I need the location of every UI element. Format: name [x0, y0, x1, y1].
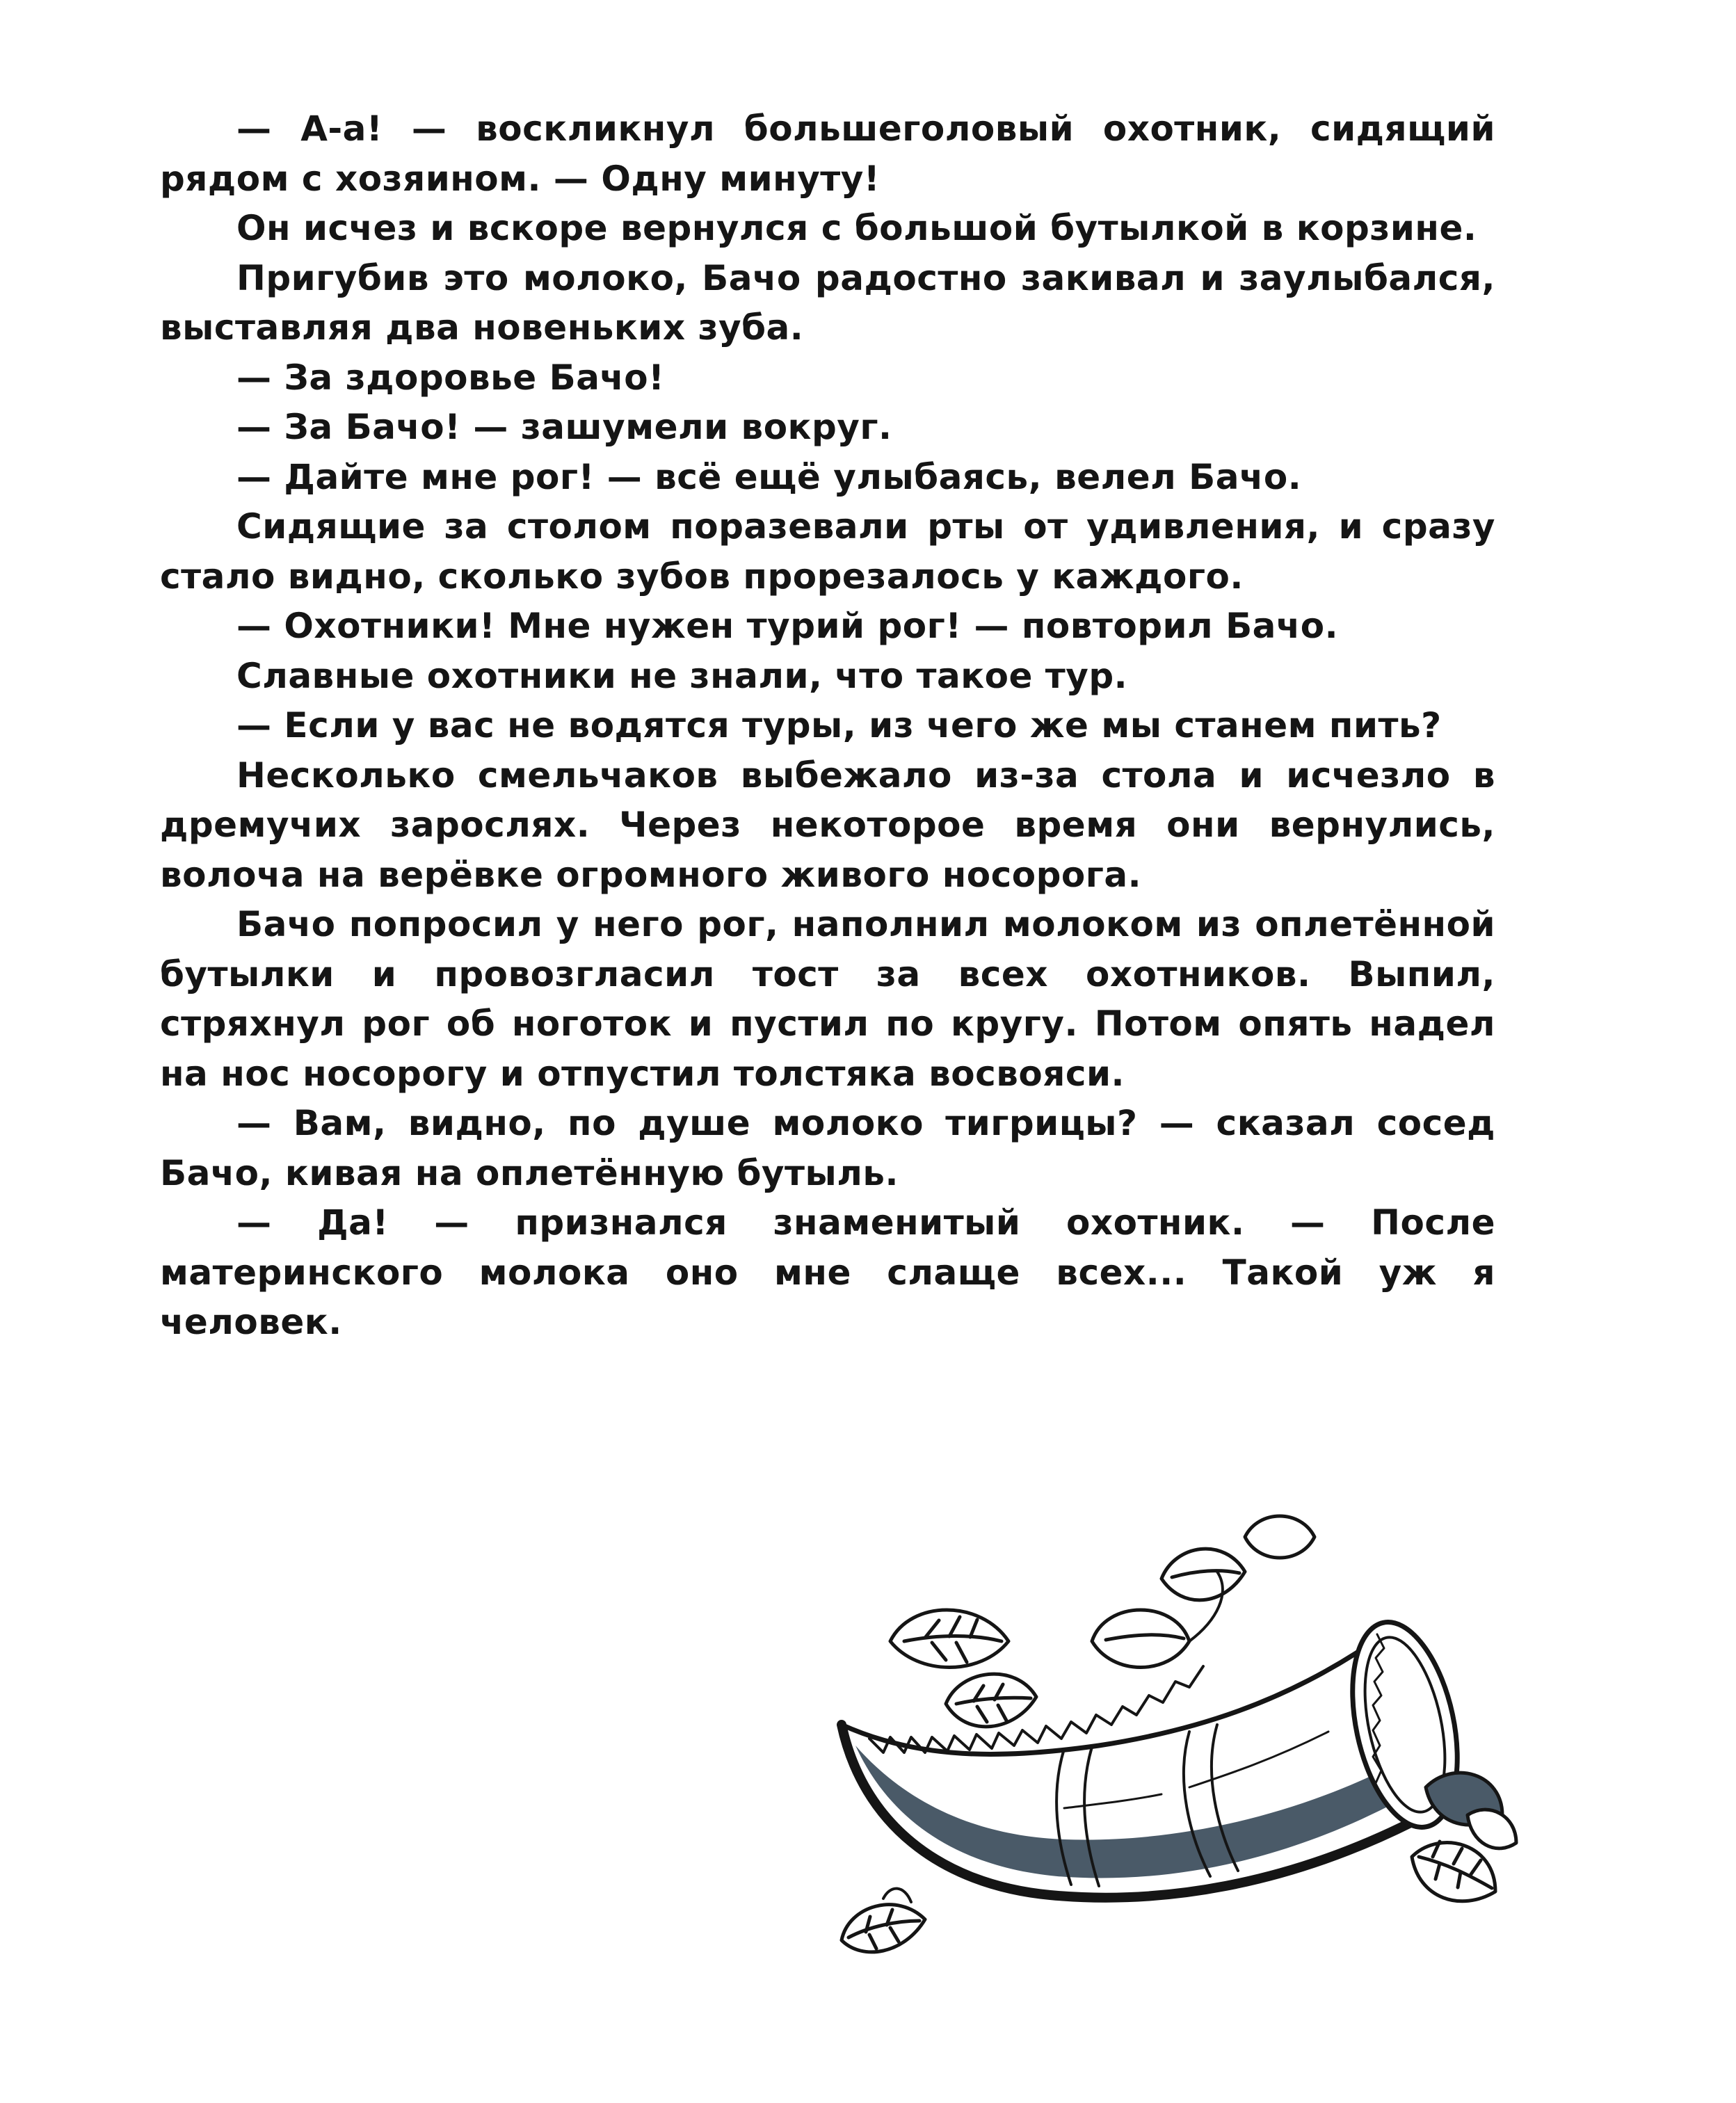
paragraph-6: — Дайте мне рог! — всё ещё улыбаясь, велел Бачо.: [236, 456, 1302, 497]
drinking-horn-with-leaves-icon: [800, 1495, 1530, 1982]
story-text: [160, 104, 1495, 1348]
paragraph-10: — Если у вас не водятся туры, из чего же мы станем пить?: [236, 705, 1442, 746]
paragraph-13: — Вам, видно, по душе молоко тигрицы? — сказал сосед Бачо, кивая на оплетённую бутыль.: [160, 1103, 1495, 1193]
paragraph-8: — Охотники! Мне нужен турий рог! — повторил Бачо.: [236, 606, 1339, 646]
paragraph-12: Бачо попросил у него рог, наполнил молоком из оплетённой бутылки и провозгласил тост за всех охотников. Выпил, стряхнул рог об ноготок и пустил по кругу. Потом опять надел на нос носорогу и отпустил толстяка восвояси.: [160, 904, 1495, 1094]
paragraph-2: Он исчез и вскоре вернулся с большой бутылкой в корзине.: [236, 208, 1477, 248]
paragraph-9: Славные охотники не знали, что такое тур.: [236, 655, 1128, 696]
paragraph-1: — А-а! — воскликнул большеголовый охотник, сидящий рядом с хозяином. — Одну минуту!: [160, 108, 1495, 199]
paragraph-14: — Да! — признался знаменитый охотник. — После материнского молока оно мне слаще всех... Такой уж я человек.: [160, 1202, 1495, 1342]
paragraph-7: Сидящие за столом поразевали рты от удивления, и сразу стало видно, сколько зубов прорезалось у каждого.: [160, 506, 1495, 597]
paragraph-3: Пригубив это молоко, Бачо радостно закивал и заулыбался, выставляя два новеньких зуба.: [160, 257, 1495, 348]
paragraph-5: — За Бачо! — зашумели вокруг.: [236, 407, 892, 447]
paragraph-11: Несколько смельчаков выбежало из-за стола и исчезло в дремучих зарослях. Через некоторое время они вернулись, волоча на верёвке огромного живого носорога.: [160, 755, 1495, 895]
paragraph-4: — За здоровье Бачо!: [236, 357, 665, 398]
